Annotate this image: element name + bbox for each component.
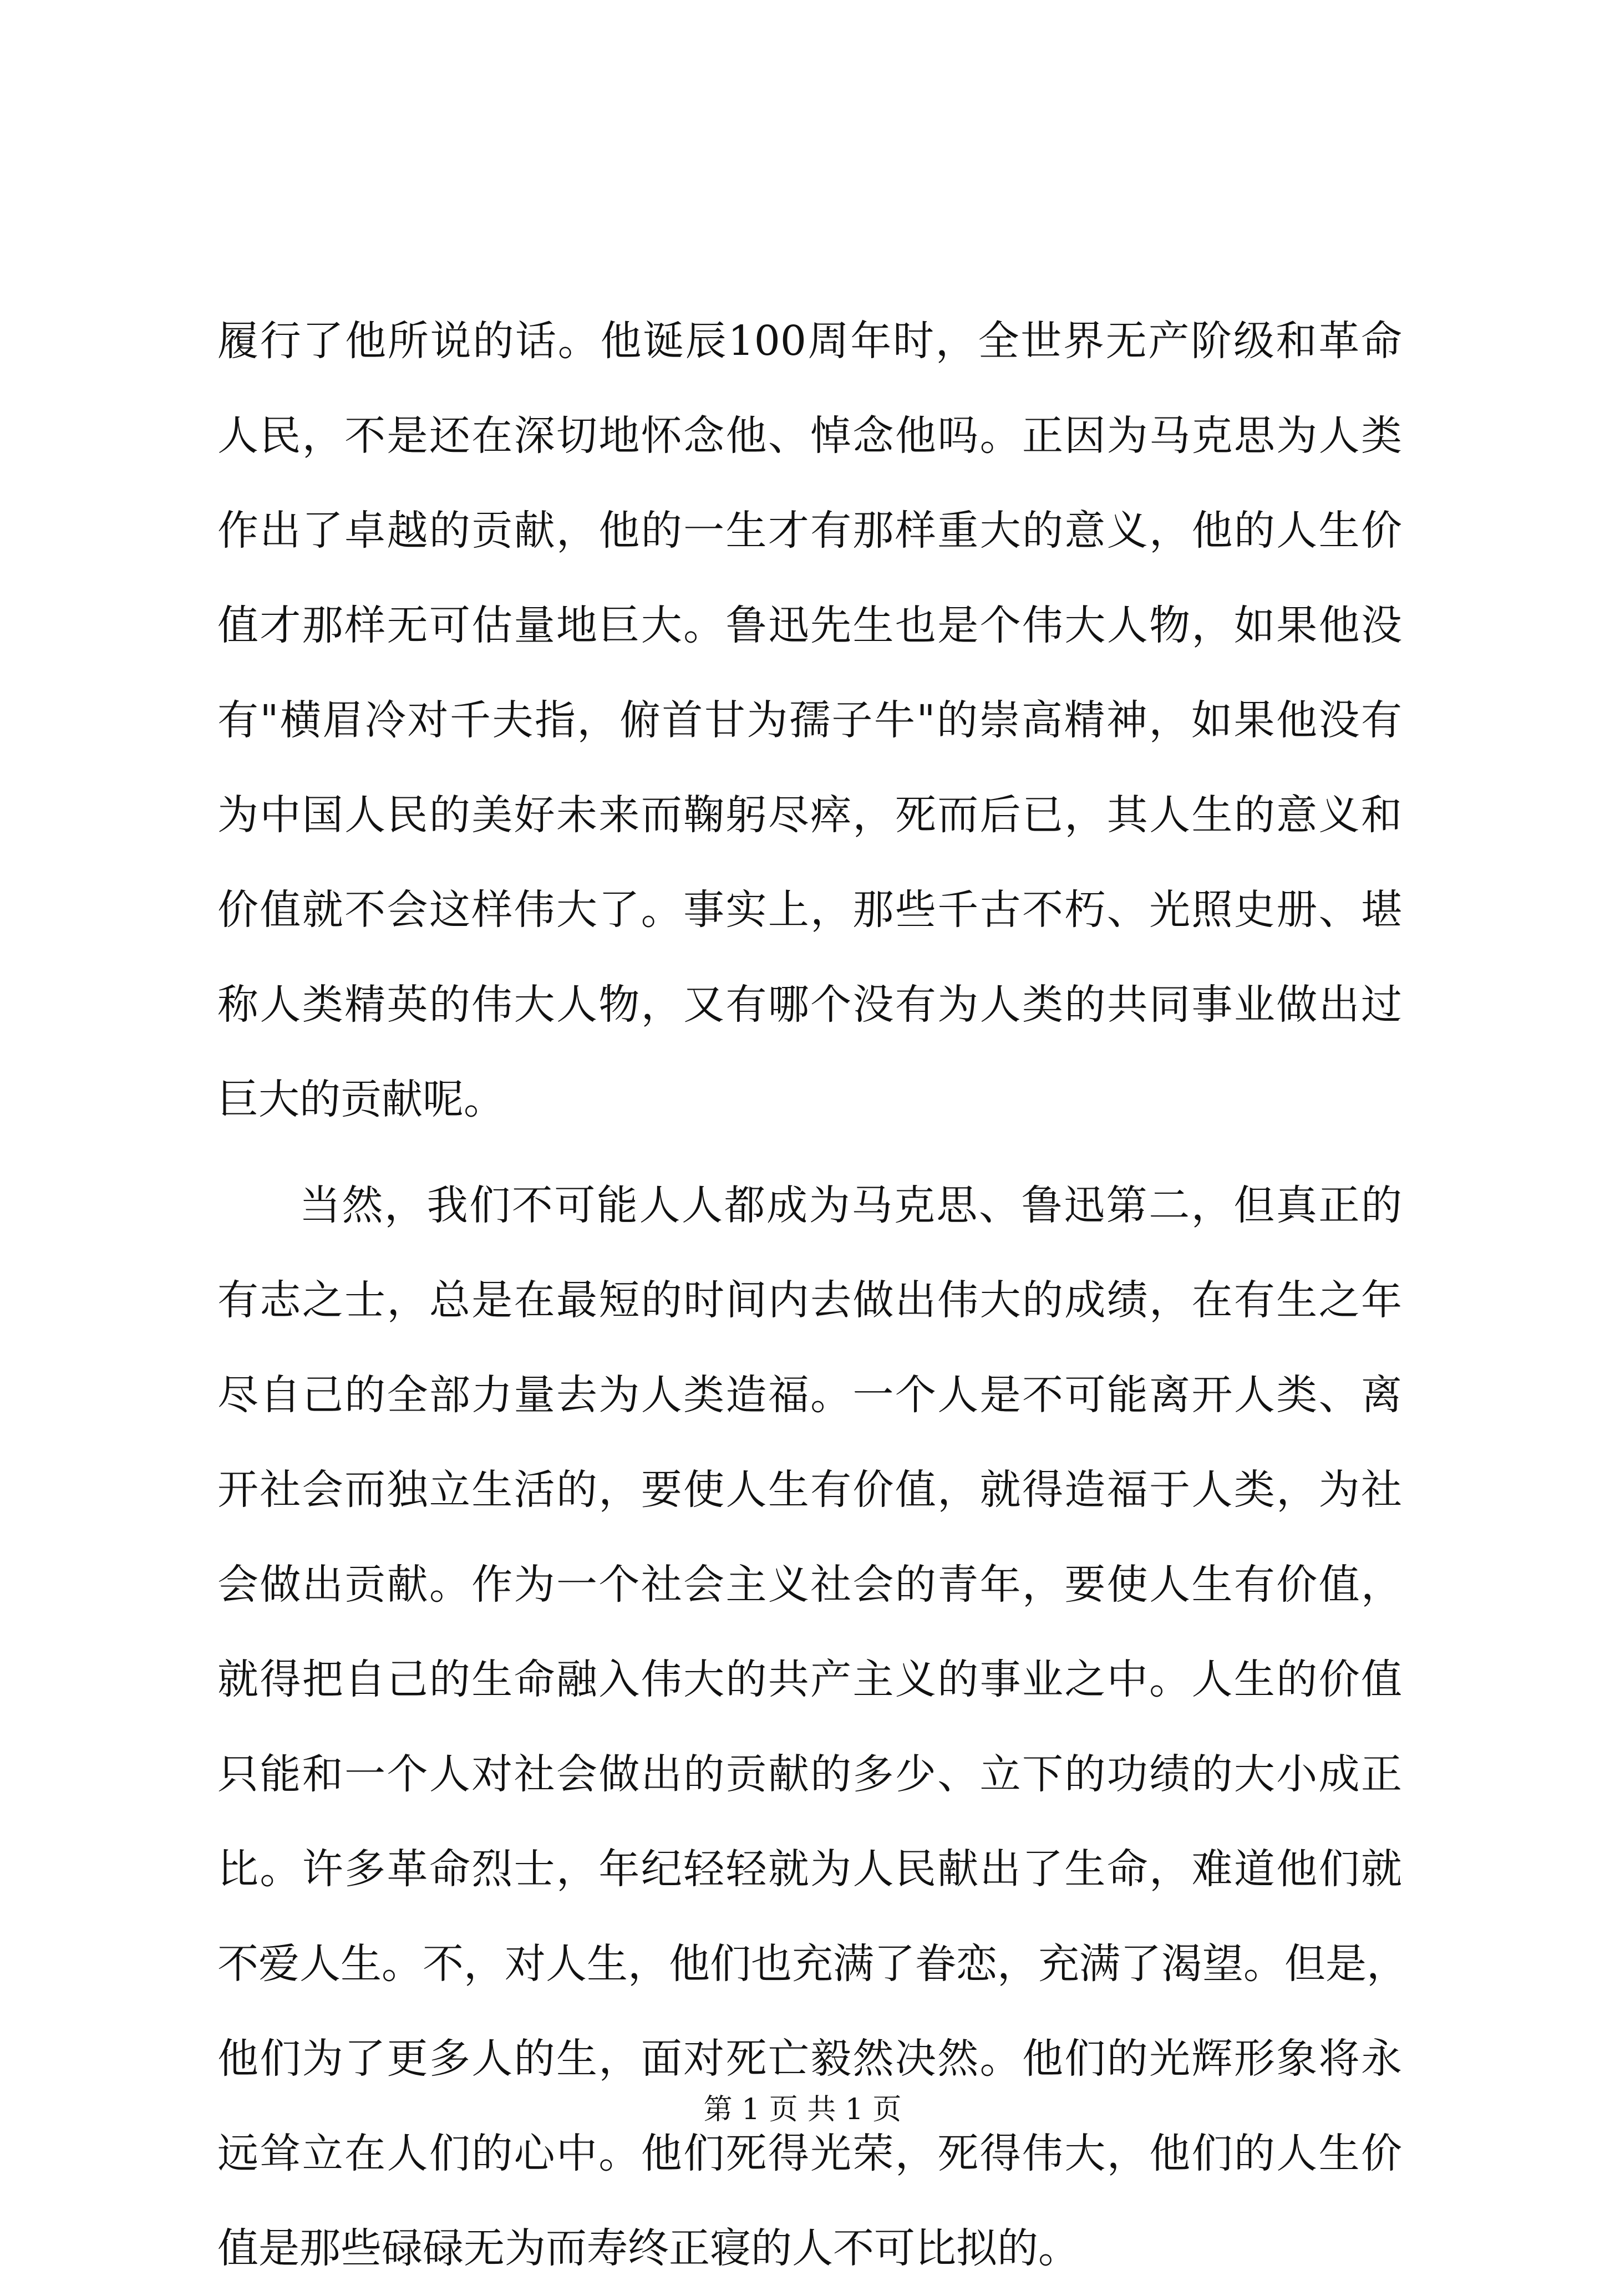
text-line: 远耸立在人们的心中。他们死得光荣，死得伟大，他们的人生价: [217, 2130, 1402, 2177]
text-line: 有志之士，总是在最短的时间内去做出伟大的成绩，在有生之年: [217, 1276, 1402, 1324]
page-number-label: 第 1 页 共 1 页: [703, 2093, 902, 2126]
text-line: 会做出贡献。作为一个社会主义社会的青年，要使人生有价值，: [217, 1561, 1402, 1608]
text-line: 比。许多革命烈士，年纪轻轻就为人民献出了生命，难道他们就: [217, 1845, 1402, 1893]
text-line: 尽自己的全部力量去为人类造福。一个人是不可能离开人类、离: [217, 1371, 1402, 1419]
text-line: 只能和一个人对社会做出的贡献的多少、立下的功绩的大小成正: [217, 1750, 1402, 1798]
text-line: 巨大的贡献呢。: [217, 1076, 505, 1123]
paragraph-gap: [217, 1147, 1402, 1158]
text-line: 他们为了更多人的生，面对死亡毅然决然。他们的光辉形象将永: [217, 2035, 1402, 2083]
text-line: 有"横眉冷对千夫指，俯首甘为孺子牛"的崇高精神，如果他没有: [217, 696, 1402, 744]
text-line: 履行了他所说的话。他诞辰100周年时，全世界无产阶级和革命: [217, 317, 1402, 365]
body-text: [217, 294, 1408, 2296]
text-line: 为中国人民的美好未来而鞠躬尽瘁，死而后已，其人生的意义和: [217, 791, 1402, 839]
text-line: 不爱人生。不，对人生，他们也充满了眷恋，充满了渴望。但是，: [217, 1940, 1408, 1988]
text-line: 值才那样无可估量地巨大。鲁迅先生也是个伟大人物，如果他没: [217, 602, 1402, 649]
text-line: 开社会而独立生活的，要使人生有价值，就得造福于人类，为社: [217, 1466, 1402, 1514]
text-line: 就得把自己的生命融入伟大的共产主义的事业之中。人生的价值: [217, 1656, 1402, 1703]
paragraph-1: [217, 294, 1402, 1147]
text-line: 称人类精英的伟大人物，又有哪个没有为人类的共同事业做出过: [217, 981, 1402, 1029]
page-footer: [0, 2090, 1605, 2129]
text-line: 价值就不会这样伟大了。事实上，那些千古不朽、光照史册、堪: [217, 886, 1402, 934]
text-line: 作出了卓越的贡献，他的一生才有那样重大的意义，他的人生价: [217, 507, 1402, 554]
text-line: 当然，我们不可能人人都成为马克思、鲁迅第二，但真正的: [299, 1182, 1402, 1229]
text-line: 人民，不是还在深切地怀念他、悼念他吗。正因为马克思为人类: [217, 412, 1402, 460]
text-line: 值是那些碌碌无为而寿终正寝的人不可比拟的。: [217, 2224, 1079, 2272]
